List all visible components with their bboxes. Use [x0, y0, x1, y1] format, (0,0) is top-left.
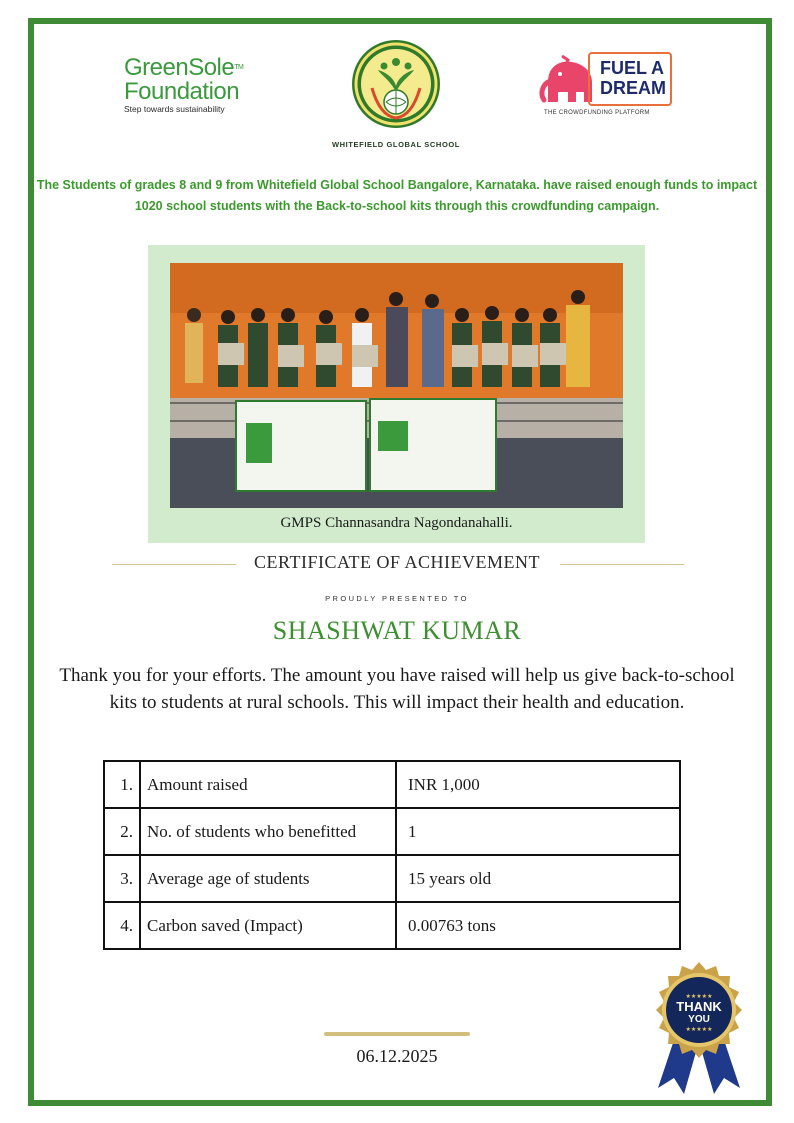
badge-stars-bottom: ★★★★★: [685, 1027, 713, 1033]
recipient-name: SHASHWAT KUMAR: [272, 616, 522, 645]
impact-table: [103, 760, 681, 950]
thank-you-badge-icon: [644, 960, 754, 1095]
intro-text: The Students of grades 8 and 9 from Whitefield Global School Bangalore, Karnataka. have raised enough funds to impact 1020 school students with the Back-to-school kits through this crowdfunding campaign.: [36, 178, 758, 213]
date-rule: [324, 1032, 470, 1036]
greensole-foundation-logo: [124, 56, 243, 114]
table-row: [104, 902, 680, 949]
whitefield-school-logo: [326, 30, 466, 149]
greensole-logo-name: GreenSole: [124, 54, 235, 81]
row-number: 3.: [104, 855, 140, 902]
trademark-mark: TM: [234, 64, 244, 71]
greensole-logo-tagline: Step towards sustainability: [124, 104, 225, 114]
presented-to-label: PROUDLY PRESENTED TO: [325, 594, 469, 603]
row-label: Average age of students: [140, 855, 396, 902]
school-emblem-icon: [350, 30, 442, 138]
row-value: INR 1,000: [396, 761, 680, 808]
row-value: 0.00763 tons: [396, 902, 680, 949]
row-label: No. of students who benefitted: [140, 808, 396, 855]
thank-you-message: Thank you for your efforts. The amount you have raised will help us give back-to-school kits to students at rural schools. This will impact their health and education.: [59, 665, 735, 713]
group-photo: [170, 263, 623, 508]
fuel-logo-line2: DREAM: [600, 78, 666, 98]
photo-panel: [148, 245, 645, 543]
table-row: [104, 761, 680, 808]
row-number: 2.: [104, 808, 140, 855]
row-label: Amount raised: [140, 761, 396, 808]
certificate-date: 06.12.2025: [356, 1046, 438, 1066]
fuel-logo-tagline: THE CROWDFUNDING PLATFORM: [544, 110, 650, 116]
badge-stars-top: ★★★★★: [685, 994, 713, 1000]
table-row: [104, 855, 680, 902]
fuel-logo-line1: FUEL A: [600, 58, 665, 78]
table-row: [104, 808, 680, 855]
badge-text-line2: YOU: [688, 1014, 710, 1025]
row-label: Carbon saved (Impact): [140, 902, 396, 949]
greensole-logo-foundation: Foundation: [124, 78, 240, 105]
badge-text-line1: THANK: [676, 999, 722, 1014]
row-number: 1.: [104, 761, 140, 808]
certificate-title: CERTIFICATE OF ACHIEVEMENT: [254, 552, 540, 572]
row-value: 15 years old: [396, 855, 680, 902]
photo-caption: GMPS Channasandra Nagondanahalli.: [280, 515, 513, 531]
row-number: 4.: [104, 902, 140, 949]
school-logo-name: WHITEFIELD GLOBAL SCHOOL: [331, 140, 460, 149]
row-value: 1: [396, 808, 680, 855]
